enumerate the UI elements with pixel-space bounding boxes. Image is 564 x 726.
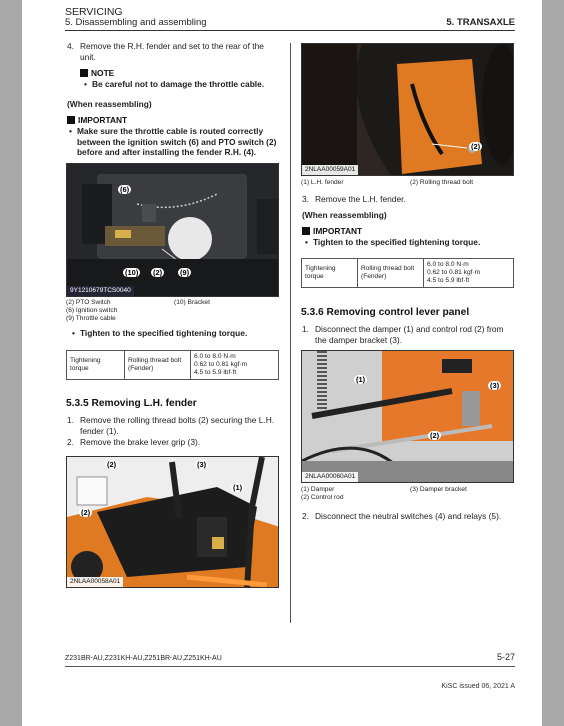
lh-fender-illustration xyxy=(67,457,279,588)
callout-2: (2) xyxy=(153,268,163,277)
column-divider xyxy=(290,43,291,623)
important-square-icon xyxy=(67,116,75,124)
step-2-right: 2. Disconnect the neutral switches (4) and relays (5). xyxy=(302,511,502,521)
callout-3: (3) xyxy=(490,381,500,390)
figure-rolling-bolt xyxy=(301,43,514,176)
step-4 xyxy=(67,41,279,62)
step-text: Remove the R.H. fender and set to the rear of the unit. xyxy=(80,41,264,62)
callout-6: (6) xyxy=(120,185,130,194)
step-1-right: 1. Disconnect the damper (1) and control rod (2) from the damper bracket (3). xyxy=(302,324,504,345)
figure-switch-panel xyxy=(66,163,279,297)
when-reassembling-left: (When reassembling) xyxy=(67,99,152,109)
callout-2: (2) xyxy=(471,142,481,151)
important-square-icon xyxy=(302,227,310,235)
note-bullet: • Be careful not to damage the throttle cable. xyxy=(84,79,265,89)
caption-lh-fender: (1) L.H. fender xyxy=(301,179,344,186)
damper-illustration xyxy=(302,351,514,483)
important-heading-right: IMPORTANT xyxy=(302,226,362,236)
figure-id: 2NLAA00059A01 xyxy=(302,165,358,175)
step-3-right: 3. Remove the L.H. fender. xyxy=(302,194,406,204)
callout-10: (10) xyxy=(125,268,139,277)
section-title-5-3-6: 5.3.6 Removing control lever panel xyxy=(301,307,470,318)
rolling-bolt-illustration xyxy=(302,44,514,176)
footer-models: Z231BR-AU,Z231KH-AU,Z251BR-AU,Z251KH-AU xyxy=(65,655,222,662)
header-subsection: 5. Disassembling and assembling xyxy=(65,17,207,28)
important-bullet-right: • Tighten to the specified tightening torque. xyxy=(305,237,481,247)
figure-id: 2NLAA00058A01 xyxy=(67,577,123,587)
header-rule xyxy=(65,30,515,31)
section-title-5-3-5: 5.3.5 Removing L.H. fender xyxy=(66,398,197,409)
captions-figure1-right: (10) Bracket xyxy=(174,299,210,306)
footer-rule xyxy=(65,666,515,667)
callout-2-top: (2) xyxy=(107,460,117,469)
callout-2-left: (2) xyxy=(81,508,91,517)
torque-values: 6.0 to 8.0 N·m 0.62 to 0.81 kgf·m 4.5 to 5.9 lbf·ft xyxy=(191,351,279,380)
figure-damper xyxy=(301,350,514,483)
header-chapter: 5. TRANSAXLE xyxy=(446,17,515,28)
callout-9: (9) xyxy=(180,268,190,277)
caption-rolling-bolt: (2) Rolling thread bolt xyxy=(410,179,474,186)
callout-1: (1) xyxy=(233,483,243,492)
torque-label: Tightening torque xyxy=(67,351,125,380)
torque-table-right xyxy=(301,258,514,288)
torque-item: Rolling thread bolt (Fender) xyxy=(358,259,424,288)
important-bullet-left: • Make sure the throttle cable is routed correctly between the ignition switch (6) and PTO switch (2) before and after installing the fender R.H. (4). xyxy=(69,126,277,157)
note-heading: NOTE xyxy=(80,68,114,78)
figure-lh-fender xyxy=(66,456,279,588)
note-square-icon xyxy=(80,69,88,77)
step-number: 4. xyxy=(67,41,74,51)
manual-page xyxy=(22,0,542,726)
figure-id: 9Y1210679TCS0040 xyxy=(67,286,134,296)
captions-figure4-left: (1) Damper (2) Control rod xyxy=(301,486,344,502)
important-heading-left: IMPORTANT xyxy=(67,115,127,125)
torque-item: Rolling thread bolt (Fender) xyxy=(125,351,191,380)
footer-issued: KiSC issued 06, 2021 A xyxy=(441,683,515,690)
callout-1: (1) xyxy=(356,375,366,384)
torque-label: Tightening torque xyxy=(302,259,358,288)
callout-2: (2) xyxy=(430,431,440,440)
when-reassembling-right: (When reassembling) xyxy=(302,210,387,220)
switch-panel-illustration xyxy=(67,164,279,297)
callout-3: (3) xyxy=(197,460,207,469)
step-2-left: 2. Remove the brake lever grip (3). xyxy=(67,437,201,447)
figure-id: 2NLAA00060A01 xyxy=(302,472,358,482)
header-section: SERVICING xyxy=(65,6,123,18)
captions-figure1-left: (2) PTO Switch (6) Ignition switch (9) Throttle cable xyxy=(66,299,118,323)
torque-table-left xyxy=(66,350,279,380)
captions-figure4-right: (3) Damper bracket xyxy=(410,486,467,493)
tighten-note-left: • Tighten to the specified tightening torque. xyxy=(72,328,248,338)
footer-page-number: 5-27 xyxy=(496,652,515,662)
torque-values: 6.0 to 8.0 N·m 0.62 to 0.81 kgf·m 4.5 to 5.9 lbf·ft xyxy=(424,259,514,288)
step-1-left: 1. Remove the rolling thread bolts (2) securing the L.H. fender (1). xyxy=(67,415,275,436)
